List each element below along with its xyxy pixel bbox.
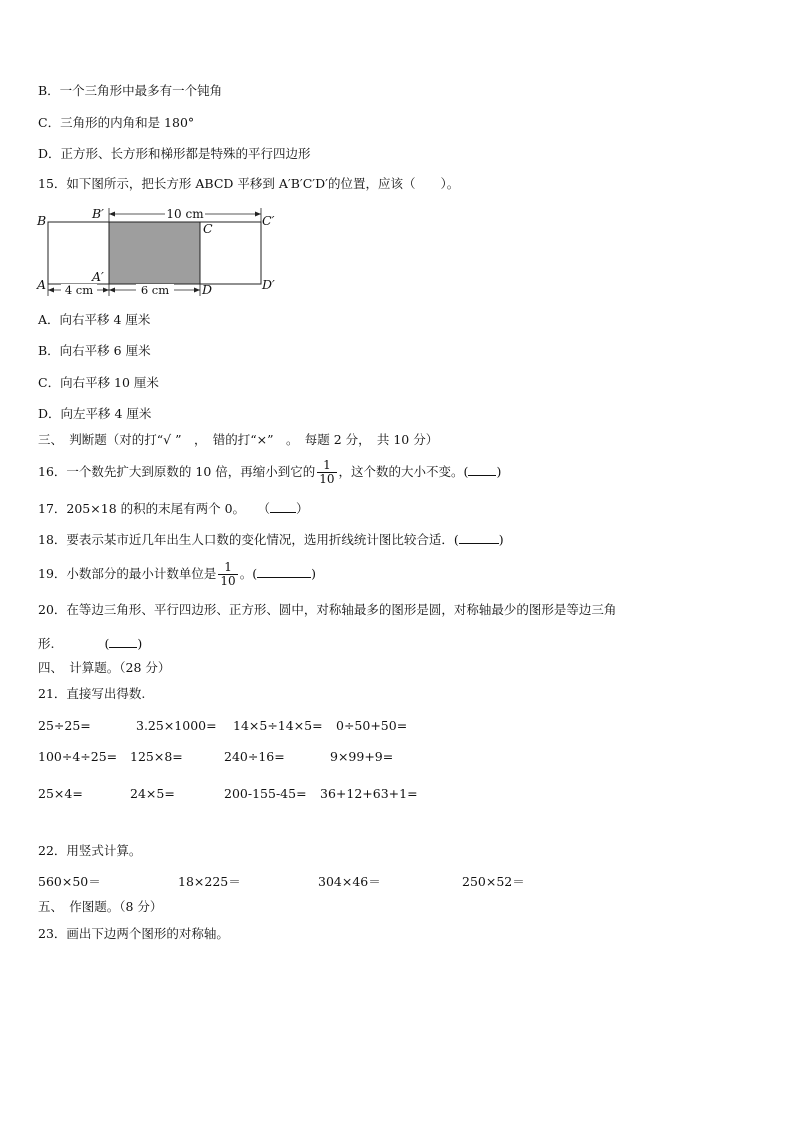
- q16-fraction: [317, 459, 336, 486]
- section-4-title: 四、 计算题。（28 分）: [38, 660, 171, 675]
- q19-answer-blank[interactable]: [257, 565, 311, 578]
- dim-mid-label: 6 cm: [140, 283, 170, 297]
- vertex-C: C: [203, 221, 213, 236]
- q20-close: ): [137, 636, 143, 651]
- section-3-title: 三、 判断题（对的打“√ ” ， 错的打“×” 。 每题 2 分， 共 10 分）: [38, 432, 439, 447]
- q19-text-before: 19．小数部分的最小计数单位是: [38, 566, 217, 581]
- q18-answer-blank[interactable]: [459, 531, 499, 544]
- q19-text-after: 。(: [239, 566, 258, 581]
- q19-fraction: [218, 561, 237, 588]
- q22-item-1: 560×50＝: [38, 874, 101, 889]
- q15-option-a: A．向右平移 4 厘米: [38, 312, 151, 327]
- q19-close: ): [311, 566, 316, 581]
- q17-close: ）: [296, 501, 309, 516]
- q22-title: 22．用竖式计算。: [38, 843, 142, 858]
- q21-r3-c3: 200-155-45=: [224, 786, 307, 801]
- section-5-title: 五、 作图题。（8 分）: [38, 899, 163, 914]
- q18-close: ): [498, 532, 504, 547]
- q14-option-d: D．正方形、长方形和梯形都是特殊的平行四边形: [38, 146, 311, 161]
- vertex-B-prime: B′: [92, 206, 105, 221]
- q20-answer-blank[interactable]: [109, 635, 137, 648]
- q22-item-2: 18×225＝: [178, 874, 241, 889]
- q21-r1-c4: 0÷50+50=: [336, 718, 408, 733]
- dim-left-label: 4 cm: [64, 283, 94, 297]
- vertex-B: B: [37, 213, 47, 228]
- q21-r1-c3: 14×5÷14×5=: [233, 718, 323, 733]
- q16-fraction-denominator: 10: [319, 472, 335, 486]
- vertex-D-prime: D′: [262, 277, 275, 292]
- dim-top-label: 10 cm: [166, 207, 204, 221]
- q17-text: 17．205×18 的积的末尾有两个 0。 （: [38, 501, 271, 516]
- q16-fraction-numerator: 1: [317, 459, 336, 473]
- q19: [38, 554, 316, 594]
- q16-close: ): [496, 464, 502, 479]
- q15-option-b: B．向右平移 6 厘米: [38, 343, 151, 358]
- vertex-A: A: [37, 277, 47, 292]
- q15-option-d: D．向左平移 4 厘米: [38, 406, 152, 421]
- q21-r3-c2: 24×5=: [130, 786, 175, 801]
- vertex-D: D: [202, 282, 213, 297]
- q21-r2-c4: 9×99+9=: [330, 749, 394, 764]
- q23-text: 23．画出下边两个图形的对称轴。: [38, 926, 229, 941]
- q22-item-3: 304×46＝: [318, 874, 381, 889]
- q15-option-c: C．向右平移 10 厘米: [38, 375, 159, 390]
- q21-r2-c1: 100÷4÷25=: [38, 749, 118, 764]
- q21-r1-c2: 3.25×1000=: [136, 718, 217, 733]
- q14-option-b: B．一个三角形中最多有一个钝角: [38, 83, 223, 98]
- q21-r2-c3: 240÷16=: [224, 749, 285, 764]
- translation-figure: [30, 202, 290, 298]
- q21-title: 21．直接写出得数.: [38, 686, 146, 701]
- q16: [38, 452, 501, 492]
- q21-r1-c1: 25÷25=: [38, 718, 91, 733]
- shaded-overlap: [109, 222, 200, 284]
- vertex-C-prime: C′: [262, 213, 275, 228]
- vertex-A-prime: A′: [92, 269, 104, 284]
- q14-option-c: C．三角形的内角和是 180°: [38, 115, 195, 130]
- q16-text-before: 16．一个数先扩大到原数的 10 倍，再缩小到它的: [38, 464, 316, 479]
- q21-r3-c4: 36+12+63+1=: [320, 786, 418, 801]
- q19-fraction-numerator: 1: [218, 561, 237, 575]
- q19-fraction-denominator: 10: [220, 574, 236, 588]
- q21-r2-c2: 125×8=: [130, 749, 183, 764]
- q16-answer-blank[interactable]: [468, 463, 496, 476]
- q15-stem: 15．如下图所示，把长方形 ABCD 平移到 A′B′C′D′的位置，应该（ ）。: [38, 176, 460, 191]
- q18: [38, 531, 504, 548]
- q20-text: 形. (: [38, 636, 110, 651]
- q20-line2: [38, 635, 142, 652]
- q20-line1: 20．在等边三角形、平行四边形、正方形、圆中，对称轴最多的图形是圆，对称轴最少的图形是等边三角: [38, 602, 617, 617]
- q21-r3-c1: 25×4=: [38, 786, 83, 801]
- q17: [38, 500, 309, 517]
- q18-text: 18．要表示某市近几年出生人口数的变化情况，选用折线统计图比较合适．(: [38, 532, 459, 547]
- q22-item-4: 250×52＝: [462, 874, 525, 889]
- q17-answer-blank[interactable]: [270, 500, 296, 513]
- q16-text-after: ，这个数的大小不变。(: [338, 464, 469, 479]
